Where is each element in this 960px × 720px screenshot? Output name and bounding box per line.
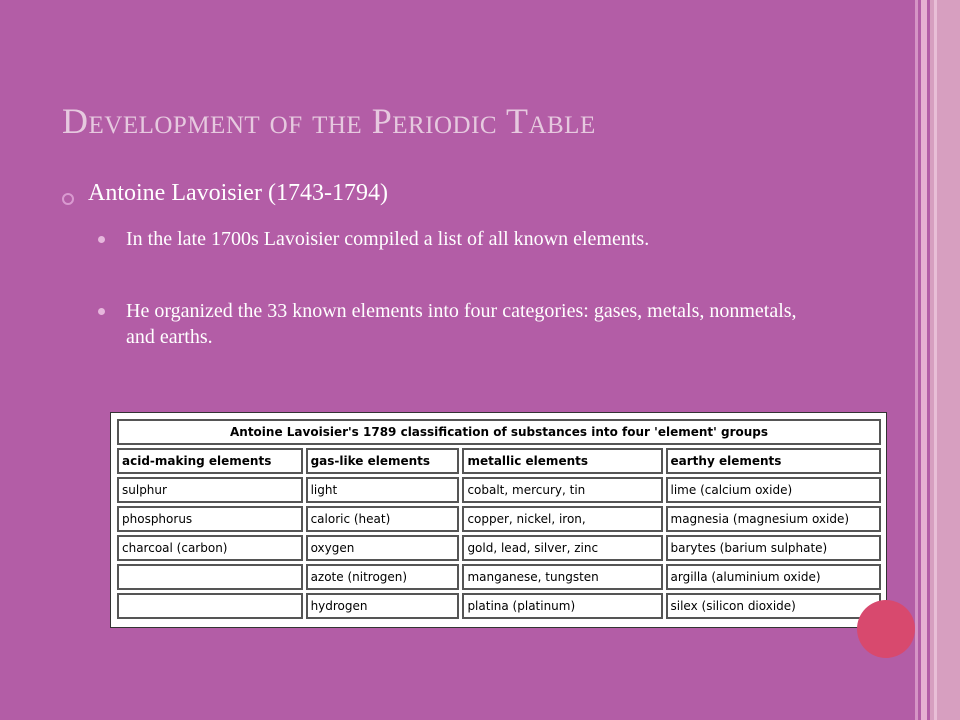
table-cell: hydrogen bbox=[306, 593, 460, 619]
table-cell: magnesia (magnesium oxide) bbox=[666, 506, 881, 532]
table-caption: Antoine Lavoisier's 1789 classification of substances into four 'element' groups bbox=[117, 419, 881, 445]
ring-bullet-icon bbox=[62, 193, 74, 205]
table-cell: argilla (aluminium oxide) bbox=[666, 564, 881, 590]
table-cell: gold, lead, silver, zinc bbox=[462, 535, 662, 561]
sub-bullet-text: In the late 1700s Lavoisier compiled a list of all known elements. bbox=[126, 228, 650, 250]
sub-bullet-text: He organized the 33 known elements into four categories: gases, metals, nonmetals, and earths. bbox=[126, 300, 797, 348]
column-header: earthy elements bbox=[666, 448, 881, 474]
table-cell: barytes (barium sulphate) bbox=[666, 535, 881, 561]
table-cell bbox=[117, 593, 303, 619]
table-cell: light bbox=[306, 477, 460, 503]
slide-title: Development of the Periodic Table bbox=[62, 101, 596, 141]
table-row bbox=[117, 506, 881, 532]
table-cell: cobalt, mercury, tin bbox=[462, 477, 662, 503]
table-cell: phosphorus bbox=[117, 506, 303, 532]
table-cell: manganese, tungsten bbox=[462, 564, 662, 590]
table-row bbox=[117, 593, 881, 619]
edge-stripe bbox=[915, 0, 918, 720]
table-cell bbox=[117, 564, 303, 590]
table-cell: charcoal (carbon) bbox=[117, 535, 303, 561]
classification-table bbox=[114, 416, 884, 622]
dot-bullet-icon bbox=[98, 308, 105, 315]
table-row bbox=[117, 477, 881, 503]
table-caption-row bbox=[117, 419, 881, 445]
column-header: acid-making elements bbox=[117, 448, 303, 474]
table-cell: azote (nitrogen) bbox=[306, 564, 460, 590]
edge-stripe bbox=[934, 0, 937, 720]
table-cell: lime (calcium oxide) bbox=[666, 477, 881, 503]
classification-table-image bbox=[110, 412, 887, 628]
table-cell: silex (silicon dioxide) bbox=[666, 593, 881, 619]
table-cell: sulphur bbox=[117, 477, 303, 503]
table-cell: caloric (heat) bbox=[306, 506, 460, 532]
edge-stripe bbox=[921, 0, 927, 720]
table-cell: copper, nickel, iron, bbox=[462, 506, 662, 532]
column-header: metallic elements bbox=[462, 448, 662, 474]
table-row bbox=[117, 564, 881, 590]
table-cell: platina (platinum) bbox=[462, 593, 662, 619]
table-header-row bbox=[117, 448, 881, 474]
dot-bullet-icon bbox=[98, 236, 105, 243]
table-row bbox=[117, 535, 881, 561]
column-header: gas-like elements bbox=[306, 448, 460, 474]
decorative-circle bbox=[857, 600, 915, 658]
main-bullet-text: Antoine Lavoisier (1743-1794) bbox=[88, 180, 388, 206]
table-cell: oxygen bbox=[306, 535, 460, 561]
